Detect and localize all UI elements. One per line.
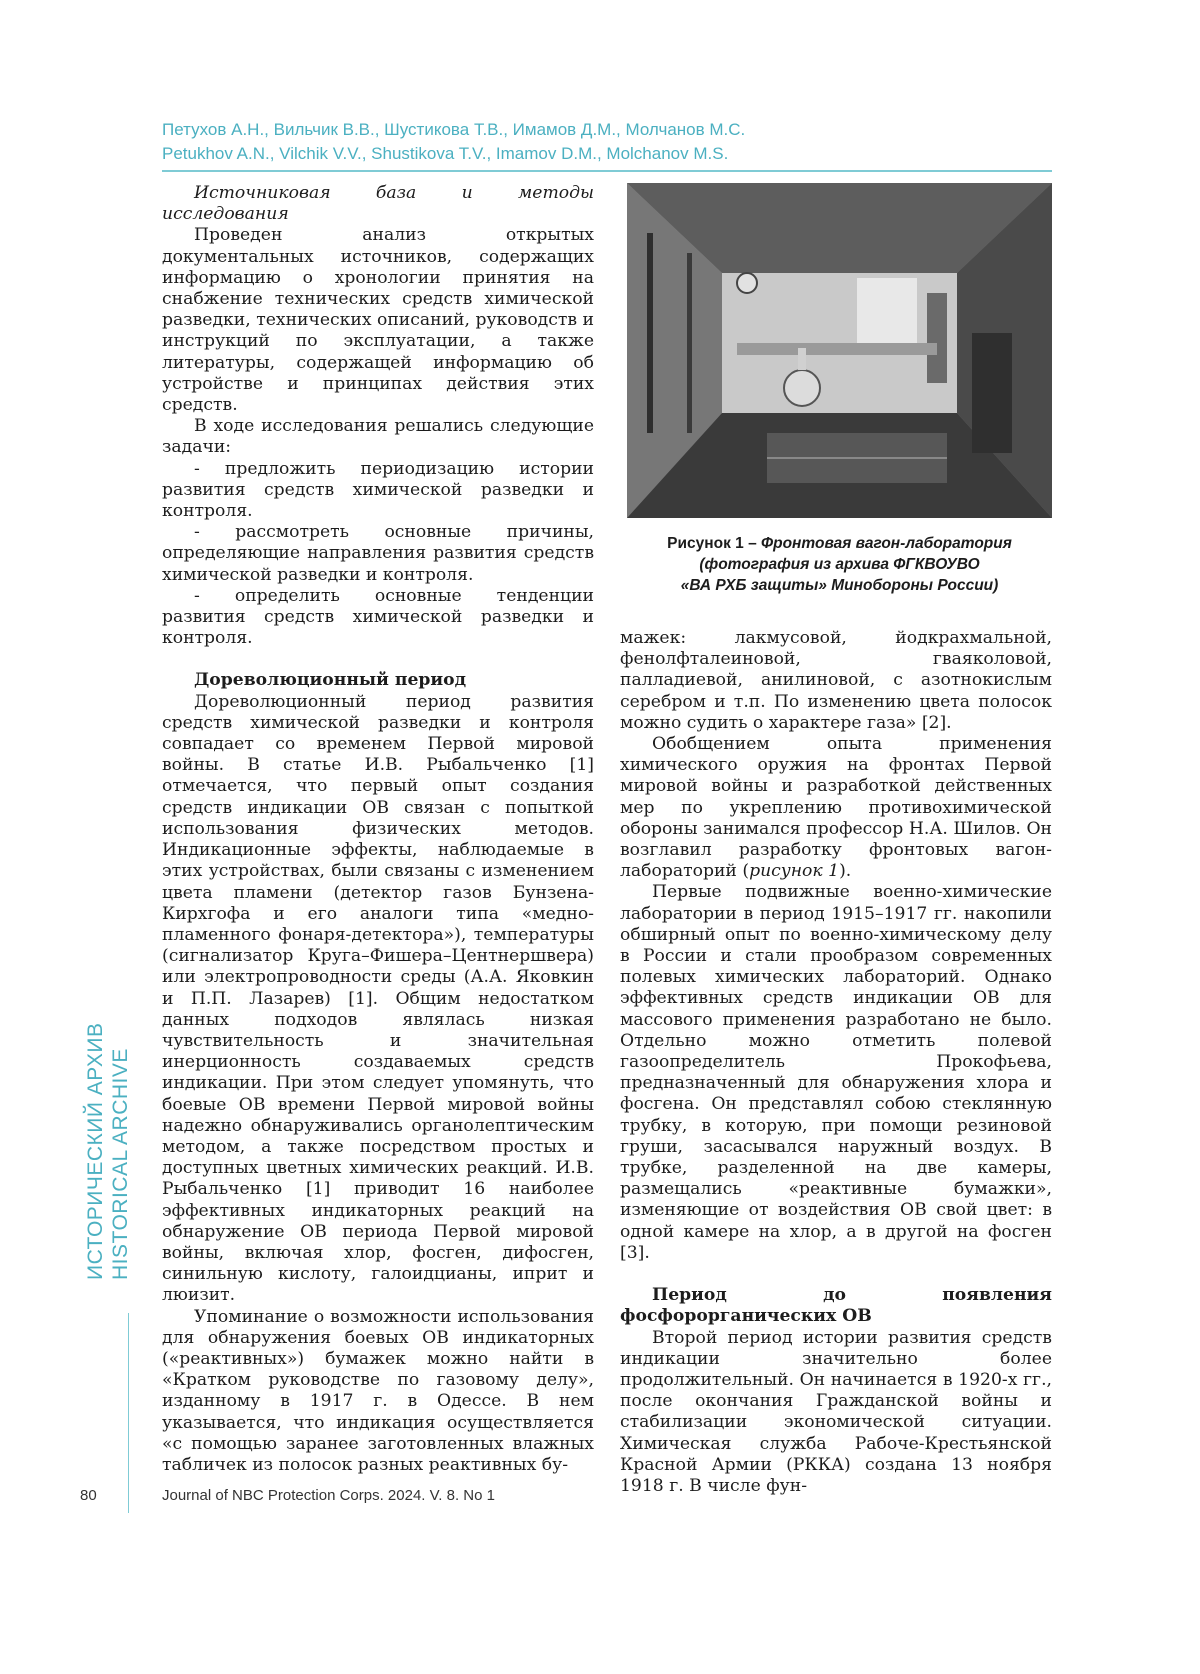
paragraph: Второй период истории развития средств индикации значительно более продолжительный. Он начинается в 1920-х гг., после окончания Гражданской войны и стабилизации экономической ситуации. Химическая служба Рабоче-Крестьянской Красной Армии (РККА) создана 13 ноября 1918 г. В числе фун-	[620, 1328, 1052, 1498]
section-sidebar-label	[83, 1023, 133, 1280]
lab-car-photo	[627, 183, 1052, 518]
caption-line: Фронтовая вагон-лаборатория	[761, 535, 1012, 552]
journal-footer: Journal of NBC Protection Corps. 2024. V. 8. No 1	[162, 1487, 495, 1504]
authors-ru: Петухов А.Н., Вильчик В.В., Шустикова Т.В., Имамов Д.М., Молчанов М.С.	[162, 118, 1062, 142]
list-item: - определить основные тенденции развития средств химической разведки и контроля.	[162, 586, 594, 650]
header-divider	[162, 170, 1052, 172]
sidebar-label-en: HISTORICAL ARCHIVE	[108, 1023, 133, 1280]
lab-car-illustration	[627, 183, 1052, 518]
paragraph: Дореволюционный период развития средств химической разведки и контроля совпадает со временем Первой мировой войны. В статье И.В. Рыбальченко [1] отмечается, что первый опыт создания средств индикации ОВ связан с попыткой использования физических методов. Индикационные эффекты, наблюдаемые в этих устройствах, были связаны с изменением цвета пламени (детектор газов Бунзена-Кирхгофа и его аналоги типа «медно-пламенного фонаря-детектора»), температуры (сигнализатор Круга–Фишера–Центнершвера) или электропроводности среды (А.А. Яковкин и П.П. Лазарев) [1]. Общим недостатком данных подходов являлась низкая чувствительность и значительная инерционность создаваемых средств индикации. При этом следует упомянуть, что боевые ОВ времени Первой мировой войны надежно обнаруживались органолептическим методом, а также посредством простых и доступных цветных химических реакций. И.В. Рыбальченко [1] приводит 16 наиболее эффективных индикаторных реакций на обнаружение ОВ периода Первой мировой войны, включая хлор, фосген, дифосген, синильную кислоту, галоидцианы, иприт и люизит.	[162, 692, 594, 1307]
section-title-pre-organophosphorus: Период до появления фосфорорганических ОВ	[620, 1285, 1052, 1327]
paragraph: Первые подвижные военно-химические лаборатории в период 1915–1917 гг. накопили обширный опыт по военно-химическому делу в России и стали прообразом современных полевых химических лабораторий. Однако эффективных средств индикации ОВ для массового применения разработано не было. Отдельно можно отметить полевой газоопределитель Прокофьева, предназначенный для обнаружения хлора и фосгена. Он представлял собою стеклянную трубку, в которую, при помощи резиновой груши, засасывался наружный воздух. В трубке, разделенной на две камеры, размещались «реактивные бумажки», изменяющие от воздействия ОВ свой цвет: в одной камере на хлор, а в другой на фосген [3].	[620, 882, 1052, 1264]
left-column	[162, 183, 594, 1476]
figure-label: Рисунок 1 –	[667, 535, 757, 552]
right-column	[620, 628, 1052, 1497]
paragraph: Упоминание о возможности использования для обнаружения боевых ОВ индикаторных («реактивных») бумажек можно найти в «Кратком руководстве по газовому делу», изданному в 1917 г. в Одессе. В нем указывается, что индикация осуществляется «с помощью заранее заготовленных влажных табличек из полосок разных реактивных бу-	[162, 1307, 594, 1477]
caption-line: (фотография из архива ФГКВОУВО	[699, 556, 979, 573]
page-number: 80	[80, 1487, 97, 1504]
figure-caption	[627, 533, 1052, 596]
paragraph: Обобщением опыта применения химического оружия на фронтах Первой мировой войны и разработкой действенных мер по укреплению противохимической обороны занимался профессор Н.А. Шилов. Он возглавил разработку фронтовых вагон-лабораторий (рисунок 1).	[620, 734, 1052, 882]
authors-block	[162, 118, 1062, 166]
figure-reference: рисунок 1	[749, 861, 839, 881]
authors-en: Petukhov A.N., Vilchik V.V., Shustikova T.V., Imamov D.M., Molchanov M.S.	[162, 142, 1062, 166]
footer-divider	[128, 1478, 129, 1510]
list-item: - рассмотреть основные причины, определяющие направления развития средств химической разведки и контроля.	[162, 522, 594, 586]
sidebar-label-ru: ИСТОРИЧЕСКИЙ АРХИВ	[83, 1023, 108, 1280]
paragraph: В ходе исследования решались следующие задачи:	[162, 416, 594, 458]
paragraph: мажек: лакмусовой, йодкрахмальной, фенолфталеиновой, гваяколовой, палладиевой, анилиновой, с азотнокислым серебром и т.п. По изменению цвета полосок можно судить о характере газа» [2].	[620, 628, 1052, 734]
section-title-sources: Источниковая база и методы исследования	[162, 183, 594, 225]
section-title-prerevolution: Дореволюционный период	[162, 670, 594, 691]
paragraph: Проведен анализ открытых документальных источников, содержащих информацию о хронологии принятия на снабжение технических средств химической разведки, технических описаний, руководств и инструкций по эксплуатации, а также литературы, содержащей информацию об устройстве и принципах действия этих средств.	[162, 225, 594, 416]
caption-line: «ВА РХБ защиты» Минобороны России)	[681, 577, 999, 594]
list-item: - предложить периодизацию истории развития средств химической разведки и контроля.	[162, 459, 594, 523]
